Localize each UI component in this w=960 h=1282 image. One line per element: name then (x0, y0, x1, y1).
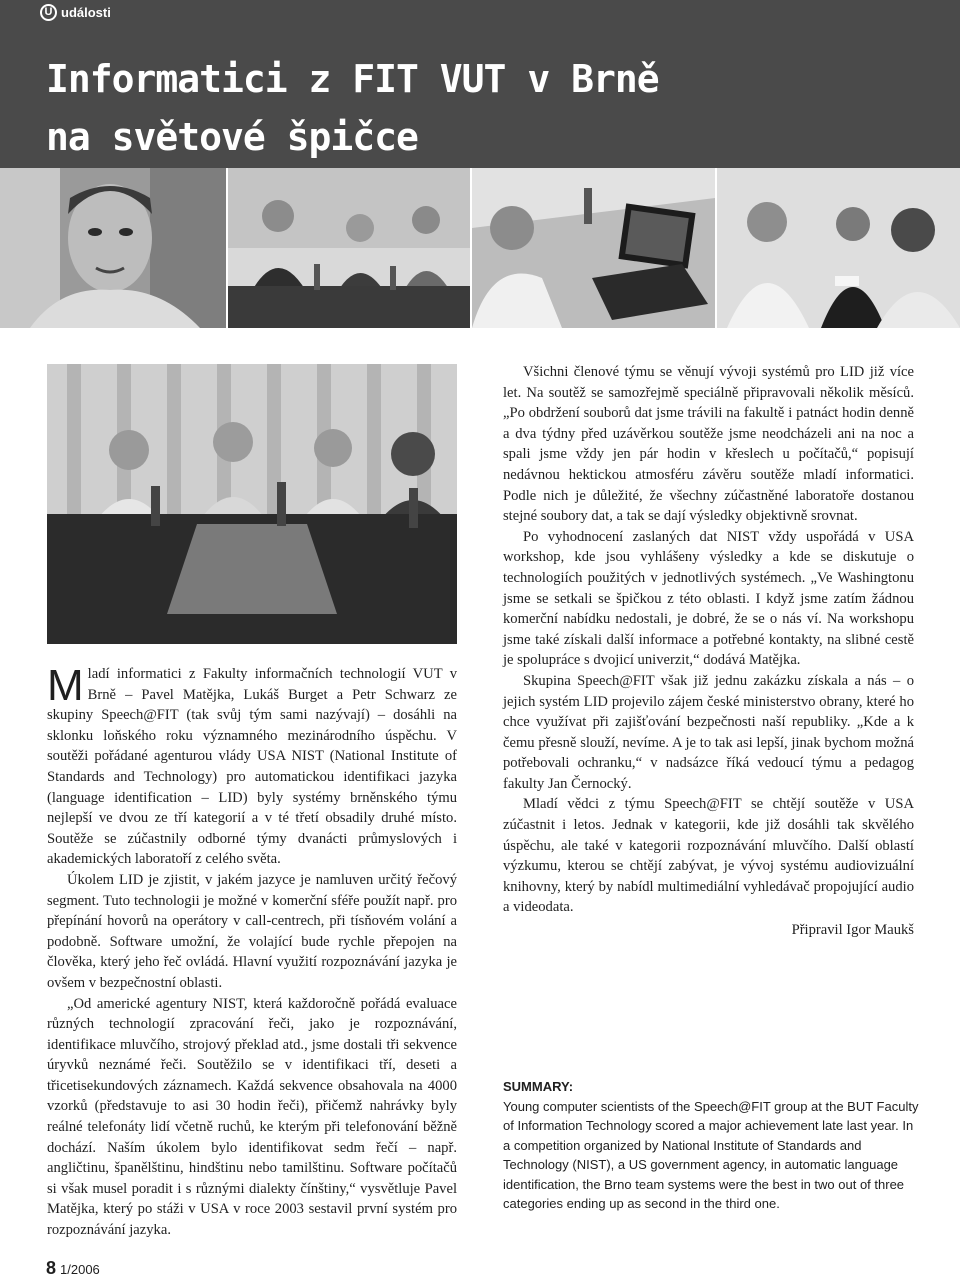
page-footer (46, 1258, 100, 1279)
article-paragraph: Všichni členové týmu se věnují vývoji systémů pro LID již více let. Na soutěž se samozřejmě speciálně připravovali několik měsíců. „Po obdržení souborů dat jsme trávili na fakultě i patnáct hodin denně a dva týdny před uzávěrkou soutěže jsme neodcházeli ani na noc a spali jsme vždy jen pár hodin v křeslech u počítačů,“ popisují nedávnou hektickou atmosféru závěru soutěže mladí informatici. Podle nich je důležité, že všechny zúčastněné laboratoře dostanou stejné soubory dat, a tak se dají výsledky objektivně srovnat. (503, 364, 914, 525)
article-column-left (47, 661, 457, 1241)
photo-award-handover (717, 168, 960, 328)
photo-team-at-press-conference (47, 364, 457, 644)
article-paragraph: „Od americké agentury NIST, která každoročně pořádá evaluace různých technologií zpracování řeči, jako je rozpoznávání, identifikace mluvčího, strojový překlad atd., jsme dostali tři sekvence úryvků neznámé řeči. Soutěžilo se v identifikaci tří, deseti a třicetisekundových záznamech. Každá sekvence obsahovala na 4000 vzorků (představuje to asi 30 hodin řeči), přičemž nahrávky byly reálné telefonáty lidí včetně ruchů, ke kterým při telefonování běžně dochází. Naším úkolem bylo identifikovat sedm řečí – např. angličtinu, španělštinu, hindštinu nebo tamilštinu. Software počítačů si však musel poradit i s různými dialekty čínštiny,“ vysvětluje Pavel Matějka, který po stáži v USA v roce 2003 sestavil první systém pro rozpoznávání jazyka. (47, 995, 457, 1239)
article-column-right (503, 362, 914, 941)
summary-title: SUMMARY: (503, 1079, 574, 1094)
summary-text: Young computer scientists of the Speech@FIT group at the BUT Faculty of Information Technology scored a major achievement late last year. In a competition organized by National Institute of Standards and Technology (NIST), a US government agency, in automatic language identification, the Brno team systems were the best in two out of three categories ending up as second in the third one. (503, 1098, 919, 1211)
issue-number: 1/2006 (60, 1262, 100, 1277)
page-number: 8 (46, 1258, 57, 1278)
headline-line-2: na světové špičce (46, 115, 418, 159)
drop-cap: M (47, 661, 84, 710)
article-paragraph: Po vyhodnocení zaslaných dat NIST vždy uspořádá v USA workshop, kde jsou vyhlášeny výsledky a kde se diskutuje o technologiích použitých v jednotlivých systémech. „Ve Washingtonu jsme se setkali se špičkou z této oblasti. I když jsme zatím žádnou komerční nabídku nedostali, je dobré, že se o nás ví. Na workshopu jsme také získali další informace a potřebné kontakty, na slibné cestě je spolupráce s dvojicí univerzit,“ dodává Matějka. (503, 528, 914, 669)
header-banner (0, 0, 960, 168)
section-label: události (61, 4, 111, 20)
article-headline (46, 50, 659, 166)
photo-panel-at-table (228, 168, 470, 328)
article-paragraph: Skupina Speech@FIT však již jednu zakázku získala a nás – o jejich systém LID projevilo zájem české ministerstvo obrany, které ho chce využívat při zajišťování bezpečnosti naší republiky. „Kde a k čemu přesně slouží, nevíme. A je to tak asi lepší, jinak bychom možná potřebovali ochranku,“ v nadsázce říká vedoucí týmu a pedagog fakulty Jan Černocký. (503, 672, 914, 792)
article-paragraph: Úkolem LID je zjistit, v jakém jazyce je namluven určitý řečový segment. Tuto technologii je možné v komerční sféře použít např. pro přepínání hovorů na operátory v call-centrech, při tísňovém volání a podobně. Software umožní, že volající bude rychle přepojen na člověka, který jeho řeč ovládá. Hlavní využití rozpoznávání jazyka je ovšem v bezpečnostní oblasti. (47, 871, 457, 991)
english-summary (503, 1077, 923, 1214)
article-paragraph: Mladí vědci z týmu Speech@FIT se chtějí soutěže v USA zúčastnit i letos. Jednak v kategorii, kde již dosáhli tak skvělého úspěchu, ale také v kategorii rozpoznávání mluvčího. Další oblastí výzkumu, kterou se chtějí zabývat, je vývoj systému audiovizuální knihovny, který by nabídl multimediální vyhledávač propojující audio a videodata. (503, 796, 914, 916)
section-badge-icon: U (40, 4, 57, 21)
lead-text: ladí informatici z Fakulty informačních technologií VUT v Brně – Pavel Matějka, Lukáš Burget a Petr Schwarz ze skupiny Speech@FIT (tak svůj tým sami nazývají) – dosáhli na sklonku loňského roku významného mezinárodního úspěchu. V soutěži pořádané agenturou vlády USA NIST (National Institute of Standards and Technology) pro automatickou identifikaci jazyka (language identification – LID) byly systémy brněnského týmu nejlepší ve dvou ze tří kategorií a v té třetí obsadily druhé místo. Soutěže se zúčastnily odborné týmy dvanácti průmyslových i akademických laboratoří z celého světa. (47, 666, 457, 868)
photo-portrait-young-man (0, 168, 226, 328)
author-signature: Připravil Igor Maukš (791, 922, 914, 939)
headline-line-1: Informatici z FIT VUT v Brně (46, 57, 659, 101)
section-tag[interactable] (40, 2, 111, 22)
article-lead (47, 661, 457, 870)
photo-laptop-demo (472, 168, 715, 328)
